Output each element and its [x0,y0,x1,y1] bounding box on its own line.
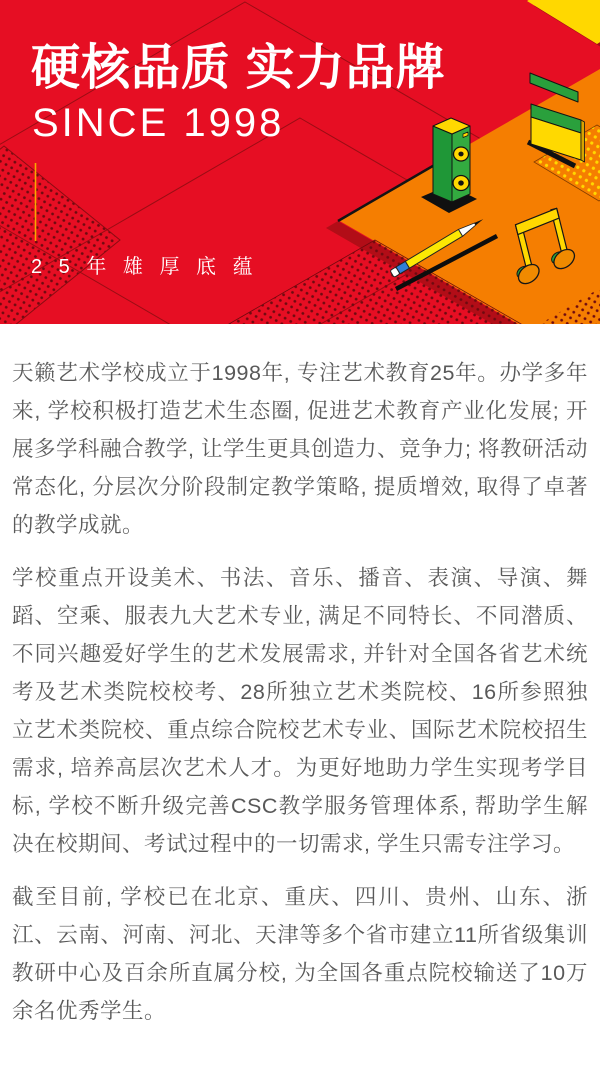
banner-title: 硬核品质 实力品牌 [31,41,446,95]
banner-subtitle: SINCE 1998 [32,101,285,145]
article-paragraph: 学校重点开设美术、书法、音乐、播音、表演、导演、舞蹈、空乘、服表九大艺术专业, 满足不同特长、不同潜质、不同兴趣爱好学生的艺术发展需求, 并针对全国各省艺术统考及艺术类院校校考、28所独立艺术类院校、16所参照独立艺术类院校、重点综合院校艺术专业、国际艺术院校招生需求, 培养高层次艺术人才。为更好地助力学生实现考学目标, 学校不断升级完善CSC教学服务管理体系, 帮助学生解决在校期间、考试过程中的一切需求, 学生只需专注学习。 [12,566,588,856]
article-paragraph: 天籁艺术学校成立于1998年, 专注艺术教育25年。办学多年来, 学校积极打造艺术生态圈, 促进艺术教育产业化发展; 开展多学科融合教学, 让学生更具创造力、竞争力; 将教研活动常态化, 分层次分阶段制定教学策略, 提质增效, 取得了卓著的教学成就。 [12,361,588,537]
banner-tagline: 2 5 年 雄 厚 底 蕴 [31,256,259,278]
article-paragraph: 截至目前, 学校已在北京、重庆、四川、贵州、山东、浙江、云南、河南、河北、天津等多个省市建立11所省级集训教研中心及百余所直属分校, 为全国各重点院校输送了10万余名优秀学生。 [12,885,588,1023]
hero-banner [0,0,600,324]
article-body [0,324,600,1069]
